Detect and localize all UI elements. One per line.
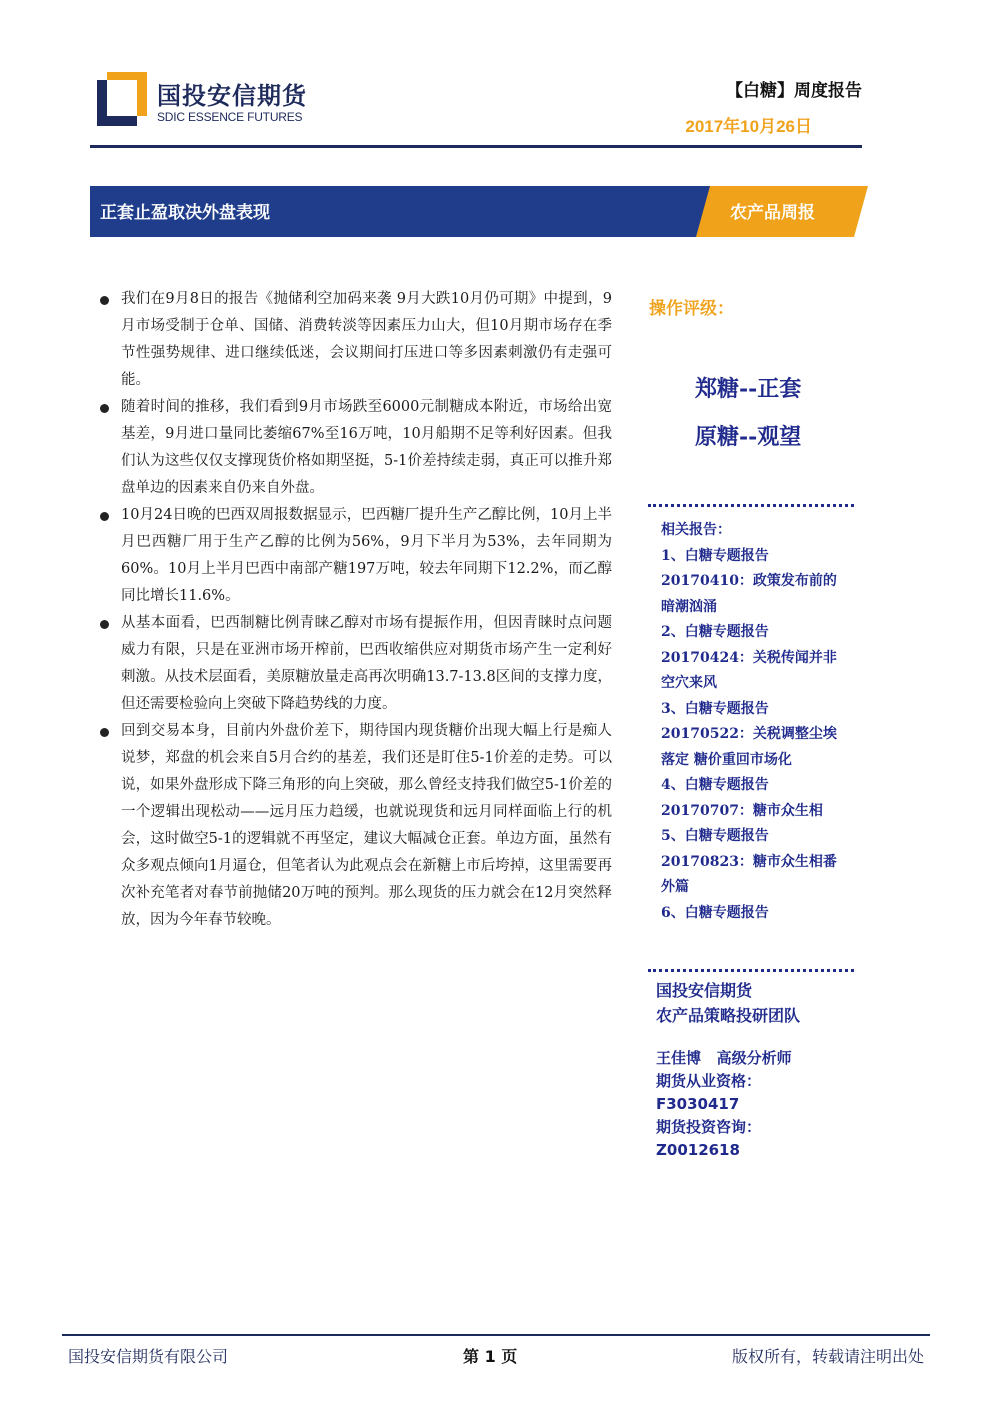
bullet-paragraph xyxy=(100,502,612,610)
related-report-item: 2、白糖专题报告 xyxy=(661,624,769,640)
bullet-dot-icon xyxy=(100,728,109,737)
bullet-paragraph xyxy=(100,610,612,718)
sidebar-divider xyxy=(648,969,854,972)
related-report-item: 20170424：关税传闻并非空穴来风 xyxy=(661,649,837,691)
related-report-item: 3、白糖专题报告 xyxy=(661,700,769,717)
footer-company: 国投安信期货有限公司 xyxy=(68,1347,229,1366)
header-divider xyxy=(90,145,862,148)
rating-label: 操作评级： xyxy=(649,299,734,319)
footer-copyright: 版权所有，转载请注明出处 xyxy=(731,1347,924,1366)
main-bullet-list xyxy=(100,286,612,934)
page-number: 第 1 页 xyxy=(463,1347,518,1366)
related-report-item: 20170410：政策发布前的暗潮汹涌 xyxy=(661,573,837,615)
bullet-dot-icon xyxy=(100,404,109,413)
report-title: 正套止盈取决外盘表现 xyxy=(100,203,270,223)
research-team xyxy=(656,978,800,1028)
rating-raw-sugar: 原糖--观望 xyxy=(695,424,802,450)
related-report-item: 5、白糖专题报告 xyxy=(661,828,769,844)
company-logo xyxy=(97,70,307,132)
footer-divider xyxy=(62,1334,930,1336)
bullet-paragraph xyxy=(100,394,612,502)
analyst-name-title: 王佳博 高级分析师 xyxy=(656,1049,792,1067)
paragraph-text: 从基本面看，巴西制糖比例青睐乙醇对市场有提振作用，但因青睐时点问题威力有限，只是在亚洲市场开榨前，巴西收缩供应对期货市场产生一定利好刺激。从技术层面看，美原糖放量走高再次明确13.7-13.8区间的支撑力度，但还需要检验向上突破下降趋势线的力度。 xyxy=(121,615,612,712)
cert-label: 期货从业资格： xyxy=(656,1072,762,1090)
paragraph-text: 10月24日晚的巴西双周报数据显示，巴西糖厂提升生产乙醇比例，10月上半月巴西糖厂用于生产乙醇的比例为56%，9月下半月为53%，去年同期为60%。10月上半月巴西中南部产糖197万吨，较去年同期下12.2%，而乙醇同比增长11.6%。 xyxy=(121,507,612,604)
bullet-dot-icon xyxy=(100,296,109,305)
related-report-item: 4、白糖专题报告 xyxy=(661,777,769,793)
consult-number: Z0012618 xyxy=(656,1141,740,1159)
related-report-item: 1、白糖专题报告 xyxy=(661,547,769,564)
analyst-info xyxy=(656,1047,792,1162)
logo-text-cn: 国投安信期货 xyxy=(157,82,307,110)
team-name: 农产品策略投研团队 xyxy=(656,1006,801,1025)
report-type: 【白糖】周度报告 xyxy=(726,81,862,101)
paragraph-text: 随着时间的推移，我们看到9月市场跌至6000元制糖成本附近，市场给出宽基差，9月进口量同比萎缩67%至16万吨，10月船期不足等利好因素。但我们认为这些仅仅支撑现货价格如期坚挺，5-1价差持续走弱，真正可以推升郑盘单边的因素来自仍来自外盘。 xyxy=(121,399,612,496)
sidebar-divider xyxy=(648,504,854,507)
team-company: 国投安信期货 xyxy=(656,981,753,1000)
paragraph-text: 我们在9月8日的报告《抛储利空加码来袭 9月大跌10月仍可期》中提到，9月市场受制于仓单、国储、消费转淡等因素压力山大，但10月期市场存在季节性强势规律、进口继续低迷，会议期间打压进口等多因素刺激仍有走强可能。 xyxy=(121,291,612,388)
related-report-item: 6、白糖专题报告 xyxy=(661,904,769,921)
bullet-paragraph xyxy=(100,718,612,934)
related-report-item: 20170823：糖市众生相番外篇 xyxy=(661,853,837,895)
rating-zheng-sugar: 郑糖--正套 xyxy=(695,376,802,402)
bullet-paragraph xyxy=(100,286,612,394)
consult-label: 期货投资咨询： xyxy=(656,1118,762,1136)
logo-text-en: SDIC ESSENCE FUTURES xyxy=(157,110,303,124)
logo-mark-icon xyxy=(97,72,147,126)
related-report-item: 20170707：糖市众生相 xyxy=(661,802,823,819)
report-date: 2017年10月26日 xyxy=(685,117,812,136)
related-report-item: 20170522：关税调整尘埃落定 糖价重回市场化 xyxy=(661,726,837,768)
bullet-dot-icon xyxy=(100,512,109,521)
cert-number: F3030417 xyxy=(656,1095,740,1113)
related-reports-title: 相关报告： xyxy=(661,522,731,538)
paragraph-text: 回到交易本身，目前内外盘价差下，期待国内现货糖价出现大幅上行是痴人说梦，郑盘的机会来自5月合约的基差，我们还是盯住5-1价差的走势。可以说，如果外盘形成下降三角形的向上突破，那么曾经支持我们做空5-1价差的一个逻辑出现松动——远月压力趋缓，也就说现货和远月同样面临上行的机会，这时做空5-1的逻辑就不再坚定，建议大幅减仓正套。单边方面，虽然有众多观点倾向1月逼仓，但笔者认为此观点会在新糖上市后垮掉，这里需要再次补充笔者对春节前抛储20万吨的预判。那么现货的压力就会在12月突然释放，因为今年春节较晚。 xyxy=(121,723,612,928)
related-reports-list xyxy=(661,518,841,926)
report-category: 农产品周报 xyxy=(730,203,815,223)
bullet-dot-icon xyxy=(100,620,109,629)
